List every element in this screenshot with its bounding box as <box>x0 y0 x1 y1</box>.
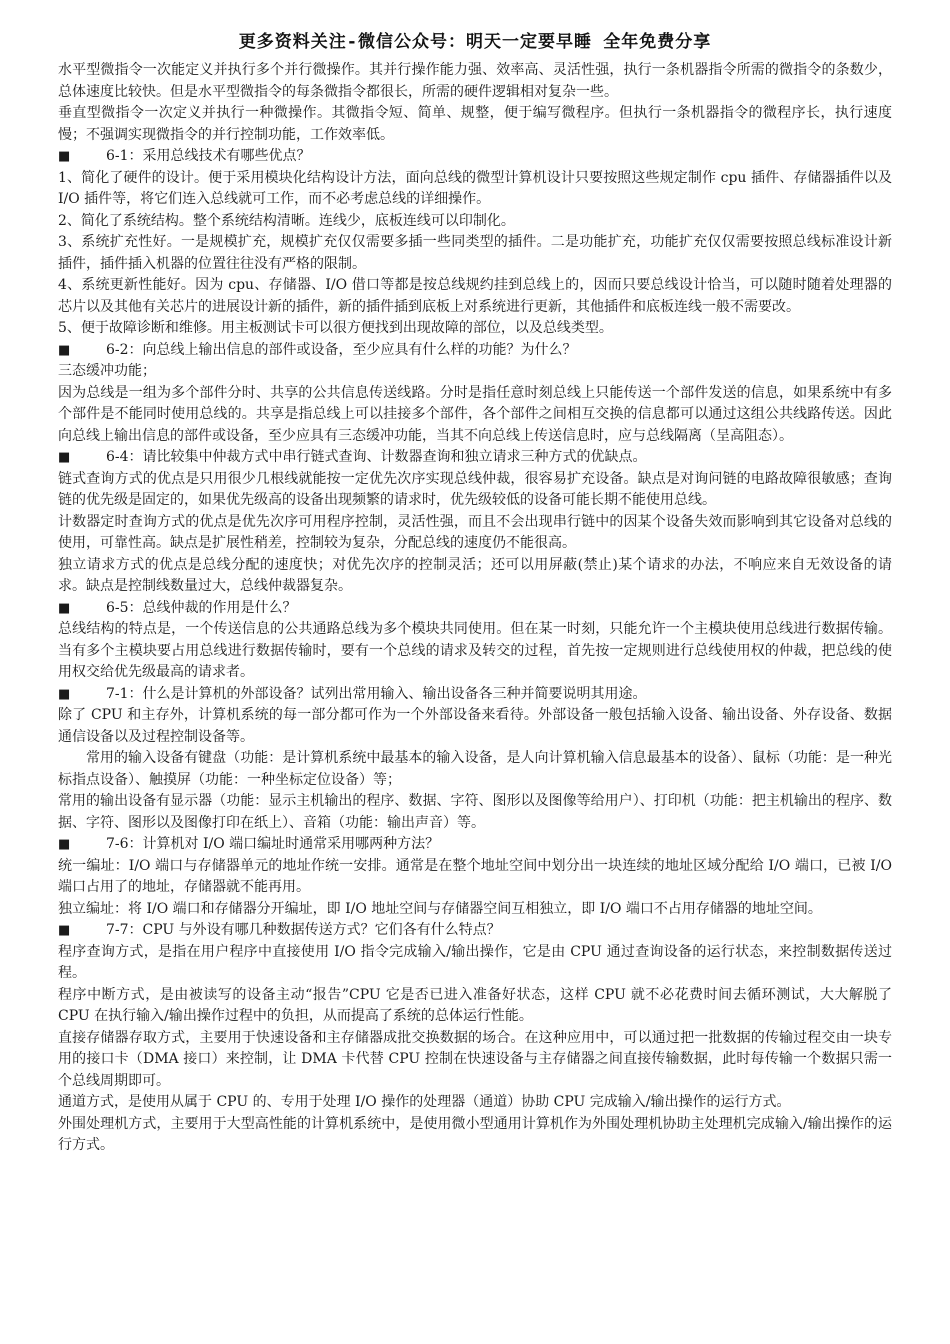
indented-paragraph: 常用的输入设备有键盘（功能：是计算机系统中最基本的输入设备，是人向计算机输入信息最基本的设备）、鼠标（功能：是一种光标指点设备）、触摸屏（功能：一种坐标定位设备）等； <box>58 750 892 788</box>
question-text: 7-7：CPU 与外设有哪几种数据传送方式？它们各有什么特点？ <box>106 922 501 938</box>
bullet-square-icon: ■ <box>58 342 71 358</box>
question-heading <box>58 684 892 706</box>
question-text: 7-6：计算机对 I/O 端口编址时通常采用哪两种方法？ <box>106 836 440 852</box>
paragraph: 除了 CPU 和主存外，计算机系统的每一部分都可作为一个外部设备来看待。外部设备一般包括输入设备、输出设备、外存设备、数据通信设备以及过程控制设备等。 <box>58 707 892 745</box>
paragraph: 垂直型微指令一次定义并执行一种微操作。其微指令短、简单、规整，便于编写微程序。但执行一条机器指令的微程序长，执行速度慢；不强调实现微指令的并行控制功能，工作效率低。 <box>58 105 892 143</box>
document-body <box>58 60 892 1157</box>
question-text: 6-4：请比较集中仲裁方式中串行链式查询、计数器查询和独立请求三种方式的优缺点。 <box>106 449 647 465</box>
page-header: 更多资料关注-微信公众号：明天一定要早睡 全年免费分享 <box>238 32 712 52</box>
paragraph: 通道方式，是使用从属于 CPU 的、专用于处理 I/O 操作的处理器（通道）协助 CPU 完成输入/输出操作的运行方式。 <box>58 1094 791 1110</box>
bullet-square-icon: ■ <box>58 450 71 465</box>
paragraph: 总线结构的特点是，一个传送信息的公共通路总线为多个模块共同使用。但在某一时刻，只能允许一个主模块使用总线进行数据传输。当有多个主模块要占用总线进行数据传输时，要有一个总线的请求及转交的过程，首先按一定规则进行总线使用权的仲裁，把总线的使用权交给优先级最高的请求者。 <box>58 621 892 680</box>
paragraph: 外围处理机方式，主要用于大型高性能的计算机系统中，是使用微小型通用计算机作为外围处理机协助主处理机完成输入/输出操作的运行方式。 <box>58 1115 892 1153</box>
bullet-square-icon: ■ <box>58 837 71 852</box>
paragraph: 3、系统扩充性好。一是规模扩充，规模扩充仅仅需要多插一些同类型的插件。二是功能扩充，功能扩充仅仅需要按照总线标准设计新插件，插件插入机器的位置往往没有严格的限制。 <box>58 234 892 272</box>
paragraph: 链式查询方式的优点是只用很少几根线就能按一定优先次序实现总线仲裁，很容易扩充设备。缺点是对询问链的电路故障很敏感；查询链的优先级是固定的，如果优先级高的设备出现频繁的请求时，优先级较低的设备可能长期不能使用总线。 <box>58 470 892 508</box>
bullet-square-icon: ■ <box>58 149 71 164</box>
paragraph: 5、便于故障诊断和维修。用主板测试卡可以很方便找到出现故障的部位，以及总线类型。 <box>58 320 613 336</box>
paragraph: 独立请求方式的优点是总线分配的速度快；对优先次序的控制灵活；还可以用屏蔽(禁止)某个请求的办法，不响应来自无效设备的请求。缺点是控制线数量过大，总线仲裁器复杂。 <box>58 556 892 594</box>
question-text: 6-1：采用总线技术有哪些优点？ <box>106 148 311 164</box>
question-text: 6-5：总线仲裁的作用是什么？ <box>106 599 297 616</box>
paragraph: 独立编址：将 I/O 端口和存储器分开编址，即 I/O 地址空间与存储器空间互相独立，即 I/O 端口不占用存储器的地址空间。 <box>58 900 822 917</box>
paragraph: 常用的输出设备有显示器（功能：显示主机输出的程序、数据、字符、图形以及图像等给用户）、打印机（功能：把主机输出的程序、数据、字符、图形以及图像打印在纸上）、音箱（功能：输出声音）等。 <box>58 793 892 831</box>
bullet-square-icon: ■ <box>58 686 71 702</box>
question-heading <box>58 146 892 168</box>
question-heading <box>58 447 892 469</box>
paragraph: 计数器定时查询方式的优点是优先次序可用程序控制，灵活性强，而且不会出现串行链中的因某个设备失效而影响到其它设备对总线的使用，可靠性高。缺点是扩展性稍差，控制较为复杂，分配总线的速度仍不能很高。 <box>58 513 892 551</box>
paragraph: 程序中断方式，是由被读写的设备主动“报告”CPU 它是否已进入准备好状态，这样 CPU 就不必花费时间去循环测试，大大解脱了 CPU 在执行输入/输出操作过程中的负担，从而提高了系统的总体运行性能。 <box>58 986 892 1024</box>
paragraph: 1、简化了硬件的设计。便于采用模块化结构设计方法，面向总线的微型计算机设计只要按照这些规定制作 cpu 插件、存储器插件以及 I/O 插件等，将它们连入总线就可工作，而不必考虑总线的详细操作。 <box>58 169 892 207</box>
bullet-square-icon: ■ <box>58 600 71 616</box>
question-heading <box>58 598 892 620</box>
question-text: 6-2：向总线上输出信息的部件或设备，至少应具有什么样的功能？为什么？ <box>106 341 577 358</box>
bullet-square-icon: ■ <box>58 923 71 938</box>
paragraph: 三态缓冲功能； <box>58 363 156 379</box>
paragraph: 统一编址：I/O 端口与存储器单元的地址作统一安排。通常是在整个地址空间中划分出一块连续的地址区域分配给 I/O 端口，已被 I/O 端口占用了的地址，存储器就不能再用。 <box>58 857 892 895</box>
question-heading <box>58 340 892 362</box>
paragraph: 4、系统更新性能好。因为 cpu、存储器、I/O 借口等都是按总线规约挂到总线上的，因而只要总线设计恰当，可以随时随着处理器的芯片以及其他有关芯片的进展设计新的插件，新的插件插到底板上对系统进行更新，其他插件和底板连线一般不需要改。 <box>58 277 892 315</box>
paragraph: 2、简化了系统结构。整个系统结构清晰。连线少，底板连线可以印制化。 <box>58 212 515 229</box>
paragraph: 直接存储器存取方式，主要用于快速设备和主存储器成批交换数据的场合。在这种应用中，可以通过把一批数据的传输过程交由一块专用的接口卡（DMA 接口）来控制，让 DMA 卡代替 CPU 控制在快速设备与主存储器之间直接传输数据，此时每传输一个数据只需一个总线周期即可。 <box>58 1029 892 1089</box>
question-heading <box>58 834 892 856</box>
paragraph: 水平型微指令一次能定义并执行多个并行微操作。其并行操作能力强、效率高、灵活性强，执行一条机器指令所需的微指令的条数少，总体速度比较快。但是水平型微指令的每条微指令都很长，所需的硬件逻辑相对复杂一些。 <box>58 62 892 100</box>
paragraph: 程序查询方式，是指在用户程序中直接使用 I/O 指令完成输入/输出操作，它是由 CPU 通过查询设备的运行状态，来控制数据传送过程。 <box>58 943 892 981</box>
question-text: 7-1：什么是计算机的外部设备？试列出常用输入、输出设备各三种并简要说明其用途。 <box>106 685 647 702</box>
paragraph: 因为总线是一组为多个部件分时、共享的公共信息传送线路。分时是指任意时刻总线上只能传送一个部件发送的信息，如果系统中有多个部件是不能同时使用总线的。共享是指总线上可以挂接多个部件，各个部件之间相互交换的信息都可以通过这组公共线路传送。因此向总线上输出信息的部件或设备，至少应具有三态缓冲功能，当其不向总线上传送信息时，应与总线隔离（呈高阻态）。 <box>58 384 892 444</box>
question-heading <box>58 920 892 942</box>
